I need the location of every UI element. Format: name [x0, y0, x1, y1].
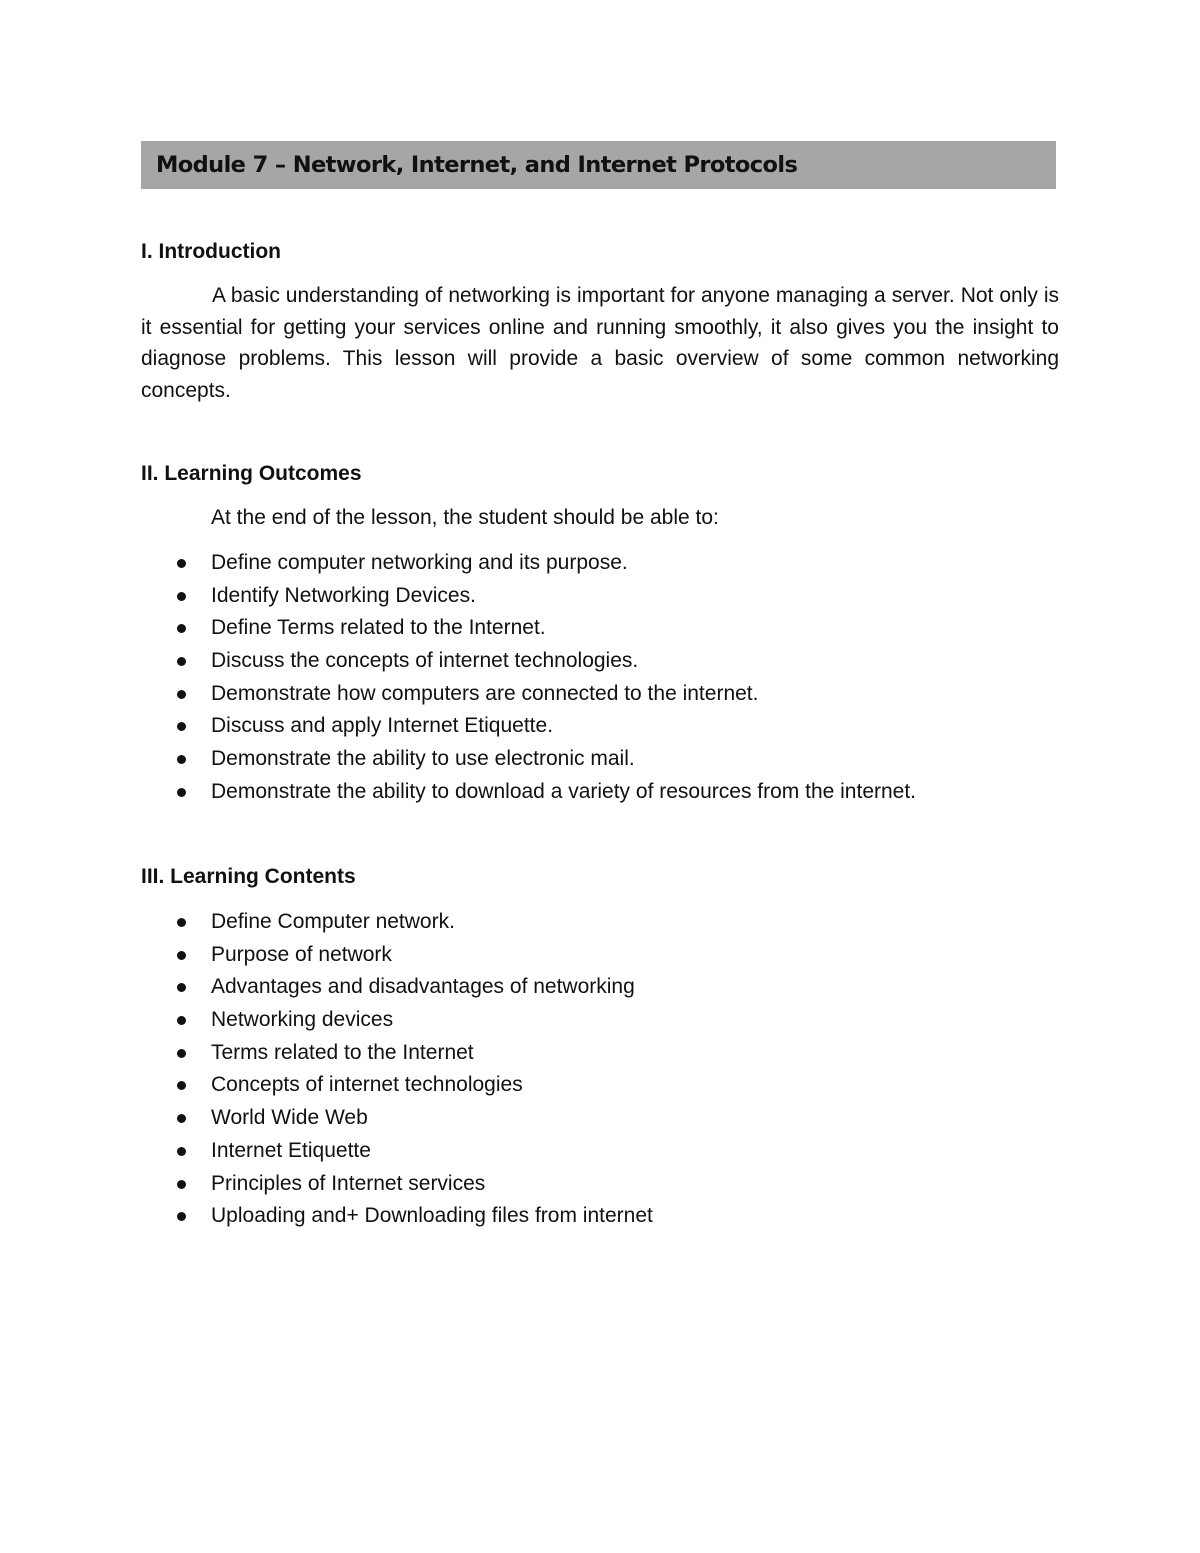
learning-outcomes-lead: At the end of the lesson, the student should be able to:: [211, 506, 719, 529]
bullet-icon: [177, 788, 186, 797]
bullet-icon: [177, 1081, 186, 1090]
list-item-text: Demonstrate how computers are connected to the internet.: [211, 681, 759, 705]
bullet-icon: [177, 592, 186, 601]
list-item-text: Internet Etiquette: [211, 1138, 371, 1162]
introduction-heading: I. Introduction: [141, 240, 281, 263]
list-item-text: Terms related to the Internet: [211, 1040, 474, 1064]
bullet-icon: [177, 1114, 186, 1123]
introduction-paragraph: A basic understanding of networking is important for anyone managing a server. Not only is it essential for getting your services online and running smoothly, it also gives you the insight to diagnose problems. This lesson will provide a basic overview of some common networking concepts.: [141, 284, 1059, 402]
bullet-icon: [177, 722, 186, 731]
list-item-text: Discuss the concepts of internet technologies.: [211, 649, 639, 673]
bullet-icon: [177, 918, 186, 927]
bullet-icon: [177, 1147, 186, 1156]
list-item-text: Identify Networking Devices.: [211, 583, 476, 607]
bullet-icon: [177, 657, 186, 666]
bullet-icon: [177, 1016, 186, 1025]
bullet-icon: [177, 951, 186, 960]
bullet-icon: [177, 755, 186, 764]
list-item-text: Define Terms related to the Internet.: [211, 616, 546, 640]
bullet-icon: [177, 559, 186, 568]
list-item-text: Demonstrate the ability to download a variety of resources from the internet.: [211, 779, 917, 803]
list-item-text: Networking devices: [211, 1008, 394, 1032]
bullet-icon: [177, 690, 186, 699]
list-item-text: Define computer networking and its purpose.: [211, 551, 628, 574]
learning-outcomes-heading: II. Learning Outcomes: [141, 462, 362, 485]
list-item-text: Concepts of internet technologies: [211, 1073, 523, 1097]
module-title: Module 7 – Network, Internet, and Internet Protocols: [156, 152, 798, 178]
bullet-icon: [177, 1180, 186, 1189]
module-title-bar: [141, 141, 1056, 189]
bullet-icon: [177, 1212, 186, 1221]
list-item-text: World Wide Web: [211, 1106, 368, 1130]
list-item-text: Demonstrate the ability to use electronic mail.: [211, 747, 635, 771]
list-item-text: Principles of Internet services: [211, 1171, 486, 1195]
learning-contents-heading: III. Learning Contents: [141, 865, 356, 888]
bullet-icon: [177, 624, 186, 633]
bullet-icon: [177, 1049, 186, 1058]
bullet-icon: [177, 983, 186, 992]
list-item-text: Define Computer network.: [211, 910, 455, 933]
list-item-text: Discuss and apply Internet Etiquette.: [211, 714, 554, 738]
list-item-text: Purpose of network: [211, 942, 392, 966]
list-item-text: Advantages and disadvantages of networking: [211, 975, 635, 999]
list-item-text: Uploading and+ Downloading files from internet: [211, 1204, 653, 1228]
